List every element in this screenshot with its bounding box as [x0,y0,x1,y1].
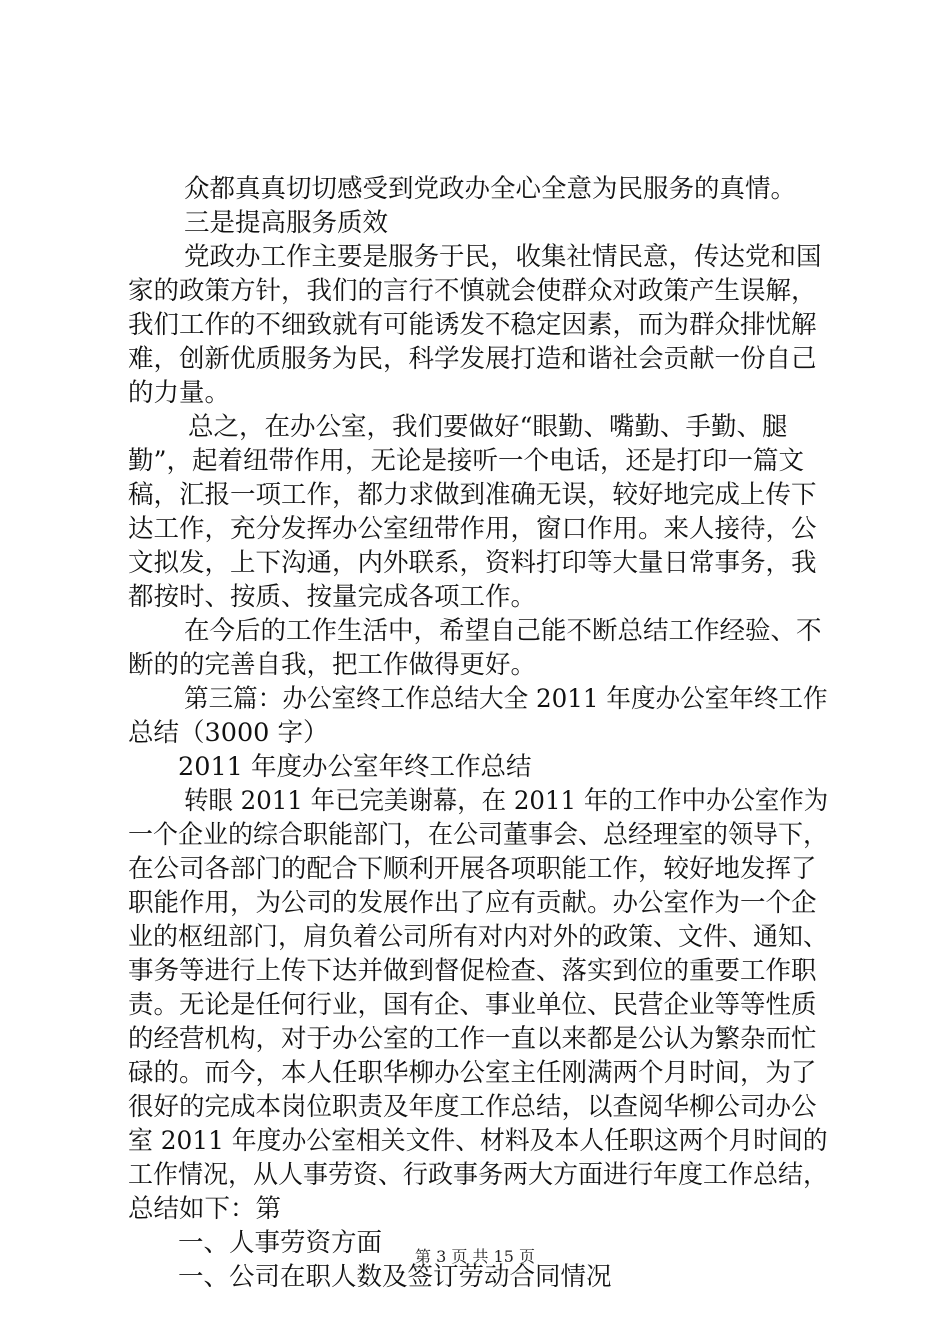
text-line: 稿，汇报一项工作，都力求做到准确无误，较好地完成上传下 [128,480,817,510]
text-line: 事务等进行上传下达并做到督促检查、落实到位的重要工作职 [128,956,817,986]
text-line: 勤”，起着纽带作用，无论是接听一个电话，还是打印一篇文 [128,446,805,476]
text-line: 工作情况，从人事劳资、行政事务两大方面进行年度工作总结， [128,1160,829,1190]
text-line: 的经营机构，对于办公室的工作一直以来都是公认为繁杂而忙 [128,1024,817,1054]
text-line: 家的政策方针，我们的言行不慎就会使群众对政策产生误解， [128,276,817,306]
text-line: 三是提高服务质效 [184,208,389,238]
text-line: 在今后的工作生活中，希望自己能不断总结工作经验、不 [184,616,822,646]
text-line: 职能作用，为公司的发展作出了应有贡献。办公室作为一个企 [128,888,817,918]
text-line: 都按时、按质、按量完成各项工作。 [128,582,537,612]
text-line: 我们工作的不细致就有可能诱发不稳定因素，而为群众排忧解 [128,310,817,340]
text-line: 碌的。而今，本人任职华柳办公室主任刚满两个月时间，为了 [128,1058,817,1088]
text-line: 难，创新优质服务为民，科学发展打造和谐社会贡献一份自己 [128,344,817,374]
text-line: 达工作，充分发挥办公室纽带作用，窗口作用。来人接待，公 [128,514,817,544]
text-line: 室 2011 年度办公室相关文件、材料及本人任职这两个月时间的 [128,1126,828,1156]
section-title: 2011 年度办公室年终工作总结 [178,752,532,782]
text-line: 转眼 2011 年已完美谢幕，在 2011 年的工作中办公室作为 [184,786,829,816]
page-footer [0,1244,950,1267]
text-line: 一个企业的综合职能部门，在公司董事会、总经理室的领导下， [128,820,829,850]
text-line: 总之，在办公室，我们要做好“眼勤、嘴勤、手勤、腿 [188,412,788,442]
text-line: 业的枢纽部门，肩负着公司所有对内对外的政策、文件、通知、 [128,922,829,952]
text-line: 很好的完成本岗位职责及年度工作总结，以查阅华柳公司办公 [128,1092,817,1122]
text-line: 文拟发，上下沟通，内外联系，资料打印等大量日常事务，我 [128,548,817,578]
text-line: 的力量。 [128,378,231,408]
text-line: 在公司各部门的配合下顺利开展各项职能工作，较好地发挥了 [128,854,817,884]
subsection-heading: 一、公司在职人数及签订劳动合同情况 [178,1262,612,1292]
page-number-label: 第 3 页 共 15 页 [415,1247,535,1266]
text-line: 责。无论是任何行业，国有企、事业单位、民营企业等等性质 [128,990,817,1020]
text-line: 党政办工作主要是服务于民，收集社情民意，传达党和国 [184,242,822,272]
section-heading: 总结（3000 字） [128,718,329,748]
text-line: 总结如下：第 [128,1194,282,1224]
text-line: 众都真真切切感受到党政办全心全意为民服务的真情。 [184,174,797,204]
section-heading: 第三篇：办公室终工作总结大全 2011 年度办公室年终工作 [184,684,828,714]
text-line: 断的的完善自我，把工作做得更好。 [128,650,537,680]
subsection-heading: 一、人事劳资方面 [178,1228,383,1258]
